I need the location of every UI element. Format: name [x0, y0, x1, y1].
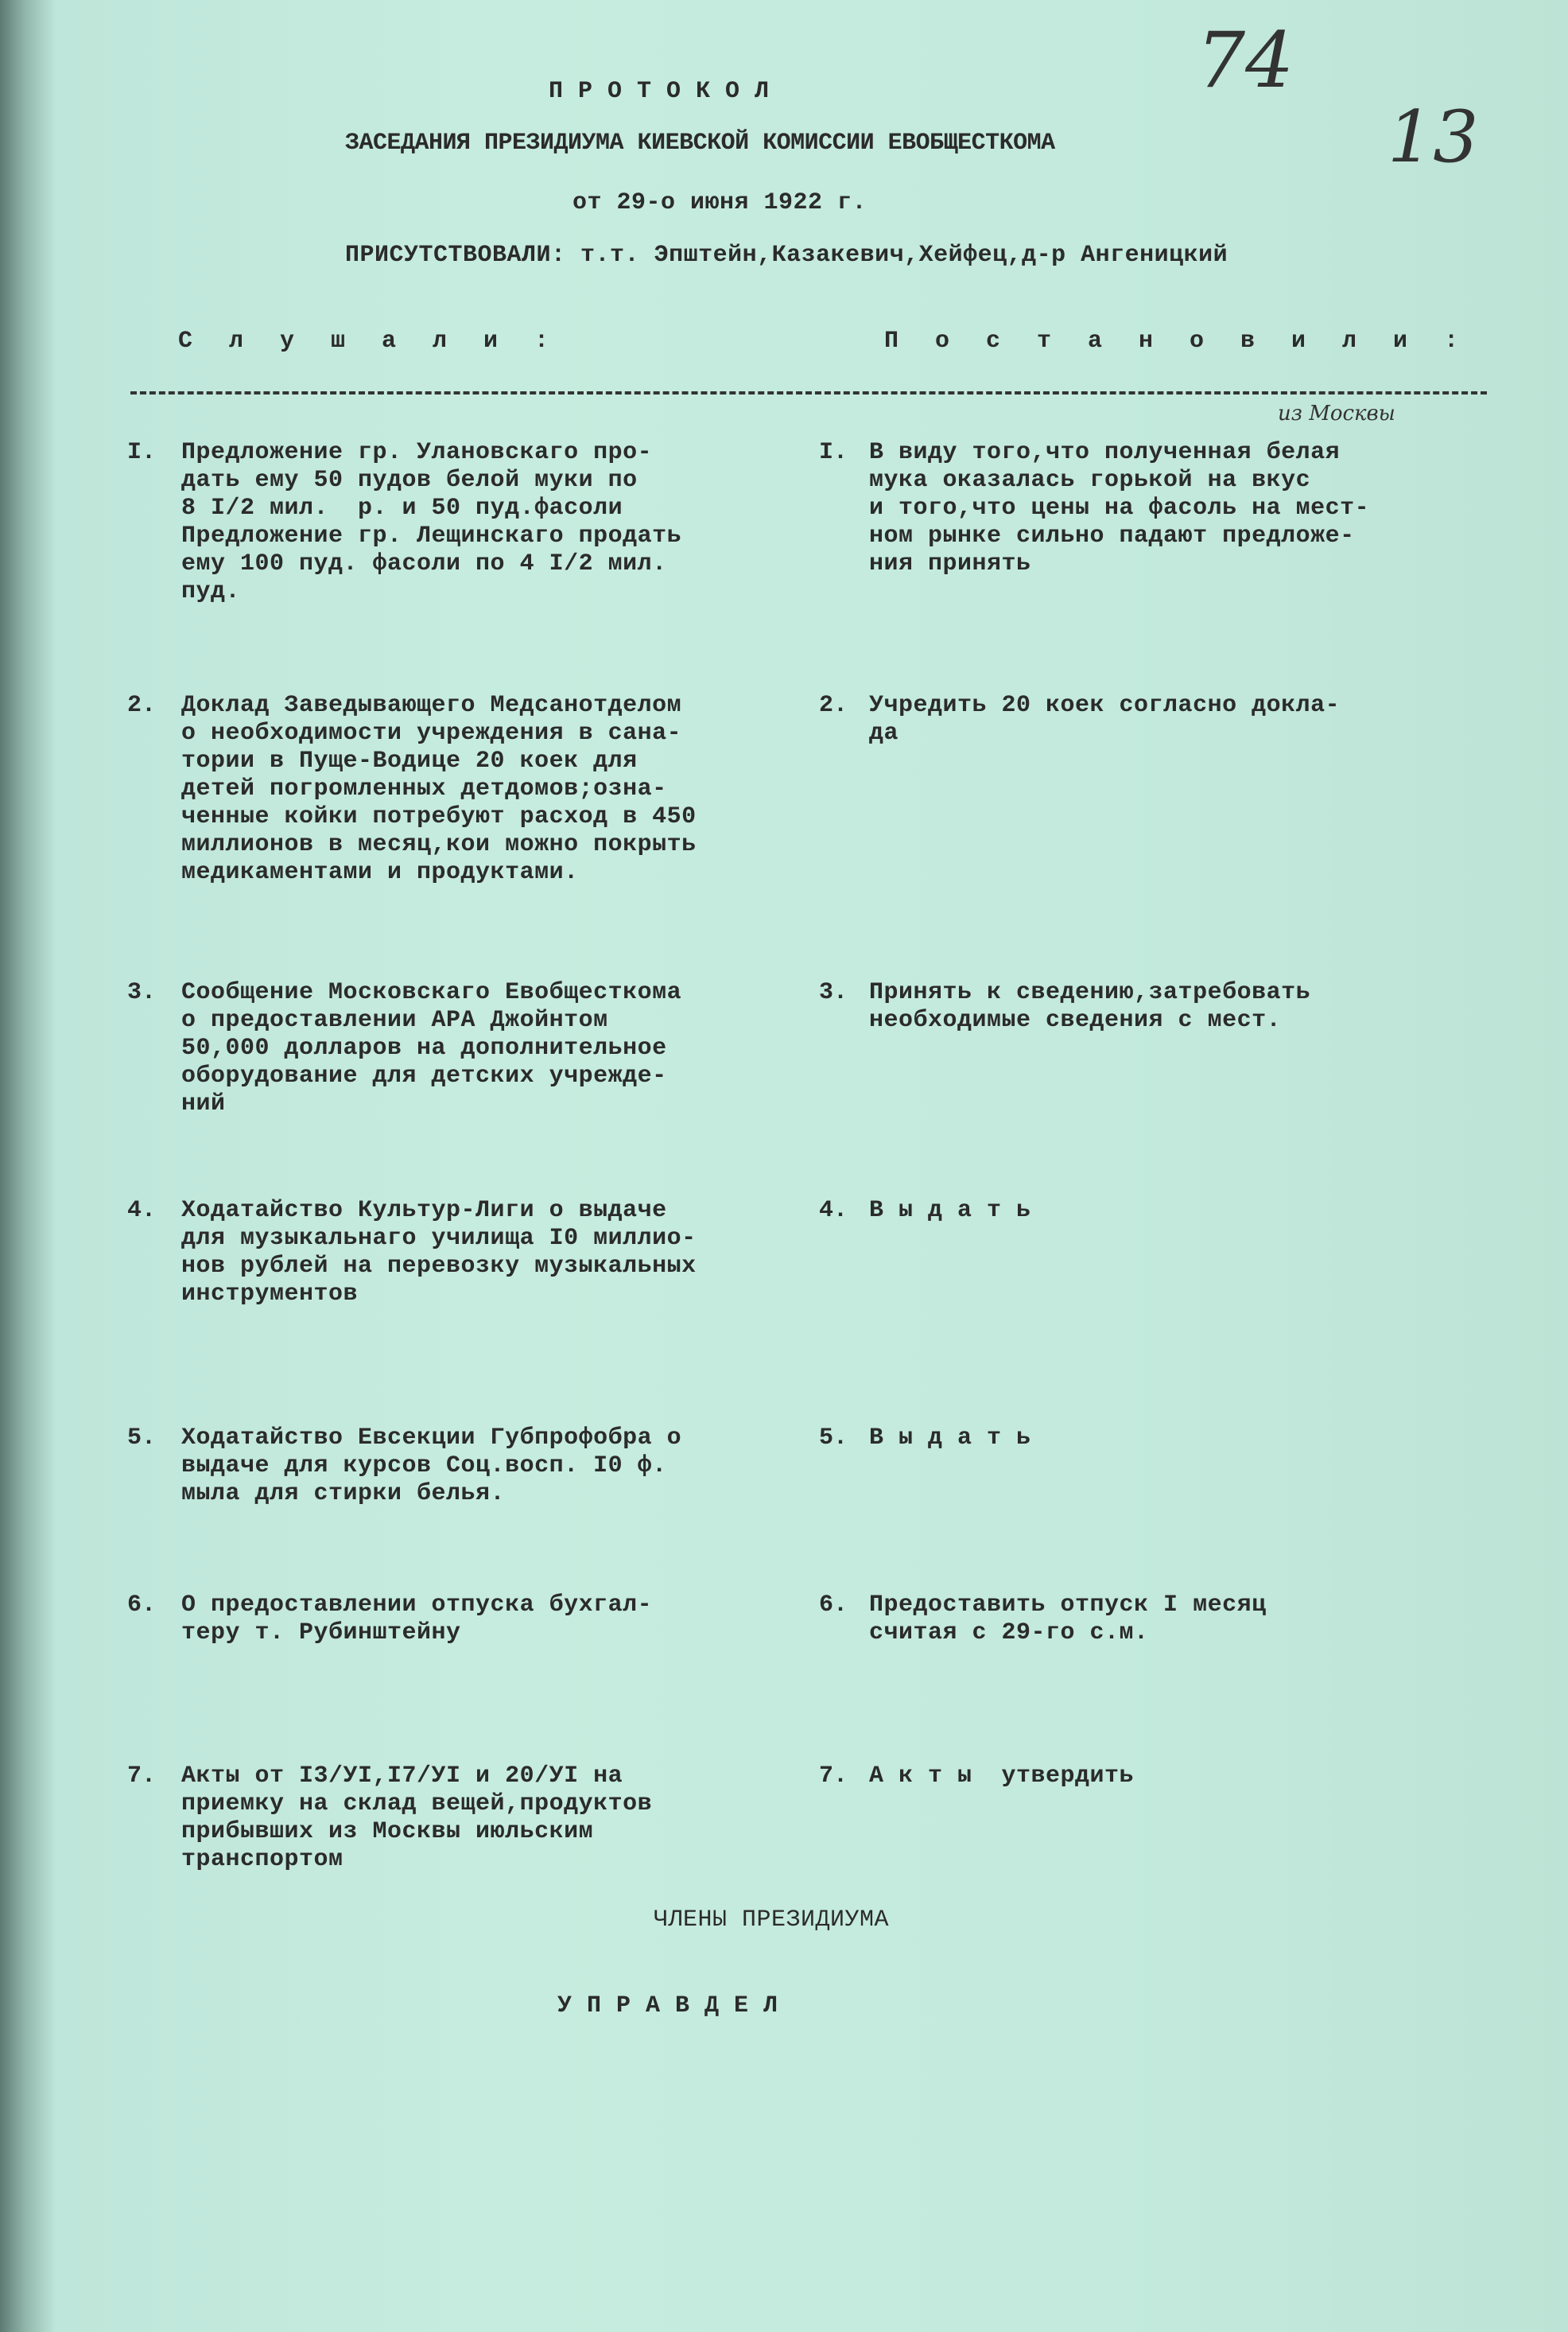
item-resolved: В ы д а т ь [869, 1197, 1031, 1224]
item-resolved: В ы д а т ь [869, 1424, 1031, 1452]
item-resolved-number: 7. [819, 1763, 848, 1790]
item-heard: Акты от I3/УI,I7/УI и 20/УI на приемку на склад вещей,продуктов прибывших из Москвы июльским транспортом [181, 1763, 653, 1873]
archive-sheet-number: 13 [1388, 95, 1479, 179]
item-resolved-number: 5. [819, 1424, 848, 1452]
item-heard: Ходатайство Культур-Лиги о выдаче для музыкальнаго училища I0 миллио- нов рублей на перевозку музыкальных инструментов [181, 1197, 697, 1308]
item-number: 3. [127, 979, 157, 1006]
archive-page-number: 74 [1197, 16, 1294, 105]
item-resolved: Учредить 20 коек согласно докла- да [869, 692, 1341, 747]
item-heard: О предоставлении отпуска бухгал- теру т. Рубинштейну [181, 1592, 653, 1646]
item-resolved: В виду того,что полученная белая мука оказалась горькой на вкус и того,что цены на фасоль на мест- ном рынке сильно падают предложе- ния принять [869, 439, 1370, 577]
item-resolved: Предоставить отпуск I месяц считая с 29-го с.м. [869, 1592, 1267, 1646]
item-resolved-number: I. [819, 439, 848, 466]
footer-manager: У П Р А В Д Е Л [557, 1992, 778, 2019]
item-resolved-number: 2. [819, 692, 848, 719]
item-number: 2. [127, 692, 157, 719]
column-heading-heard: С л у ш а л и : [178, 328, 561, 355]
item-resolved: А к т ы утвердить [869, 1763, 1135, 1790]
item-number: 5. [127, 1424, 157, 1452]
divider [130, 391, 1487, 394]
document-title: П Р О Т О К О Л [549, 78, 770, 105]
item-number: 4. [127, 1197, 157, 1224]
item-heard: Ходатайство Евсекции Губпрофобра о выдаче для курсов Соц.восп. I0 ф. мыла для стирки белья. [181, 1424, 682, 1507]
item-number: 7. [127, 1763, 157, 1790]
attendees: ПРИСУТСТВОВАЛИ: т.т. Эпштейн,Казакевич,Хейфец,д-р Ангеницкий [345, 242, 1228, 269]
item-resolved-number: 3. [819, 979, 848, 1006]
item-heard: Сообщение Московскаго Евобщесткома о предоставлении АРА Джойнтом 50,000 долларов на дополнительное оборудование для детских учрежде- ний [181, 979, 682, 1117]
footer-members: ЧЛЕНЫ ПРЕЗИДИУМА [654, 1906, 890, 1934]
item-heard: Предложение гр. Улановскаго про- дать ему 50 пудов белой муки по 8 I/2 мил. р. и 50 пуд.фасоли Предложение гр. Лещинскаго продать ему 100 пуд. фасоли по 4 I/2 мил. пуд. [181, 439, 682, 605]
item-heard: Доклад Заведывающего Медсанотделом о необходимости учреждения в сана- тории в Пуще-Водице 20 коек для детей погромленных детдомов;озна- ченные койки потребуют расход в 450 миллионов в месяц,кои можно покрыть медикаментами и продуктами. [181, 692, 697, 886]
item-resolved-number: 4. [819, 1197, 848, 1224]
item-number: 6. [127, 1592, 157, 1619]
document-date: от 29-о июня 1922 г. [572, 189, 867, 216]
handwritten-annotation: из Москвы [1278, 402, 1395, 426]
item-resolved-number: 6. [819, 1592, 848, 1619]
item-number: I. [127, 439, 157, 466]
document-subtitle: ЗАСЕДАНИЯ ПРЕЗИДИУМА КИЕВСКОЙ КОМИССИИ ЕВОБЩЕСТКОМА [345, 130, 1055, 157]
column-heading-resolved: П о с т а н о в и л и : [884, 328, 1470, 355]
item-resolved: Принять к сведению,затребовать необходимые сведения с мест. [869, 979, 1311, 1034]
